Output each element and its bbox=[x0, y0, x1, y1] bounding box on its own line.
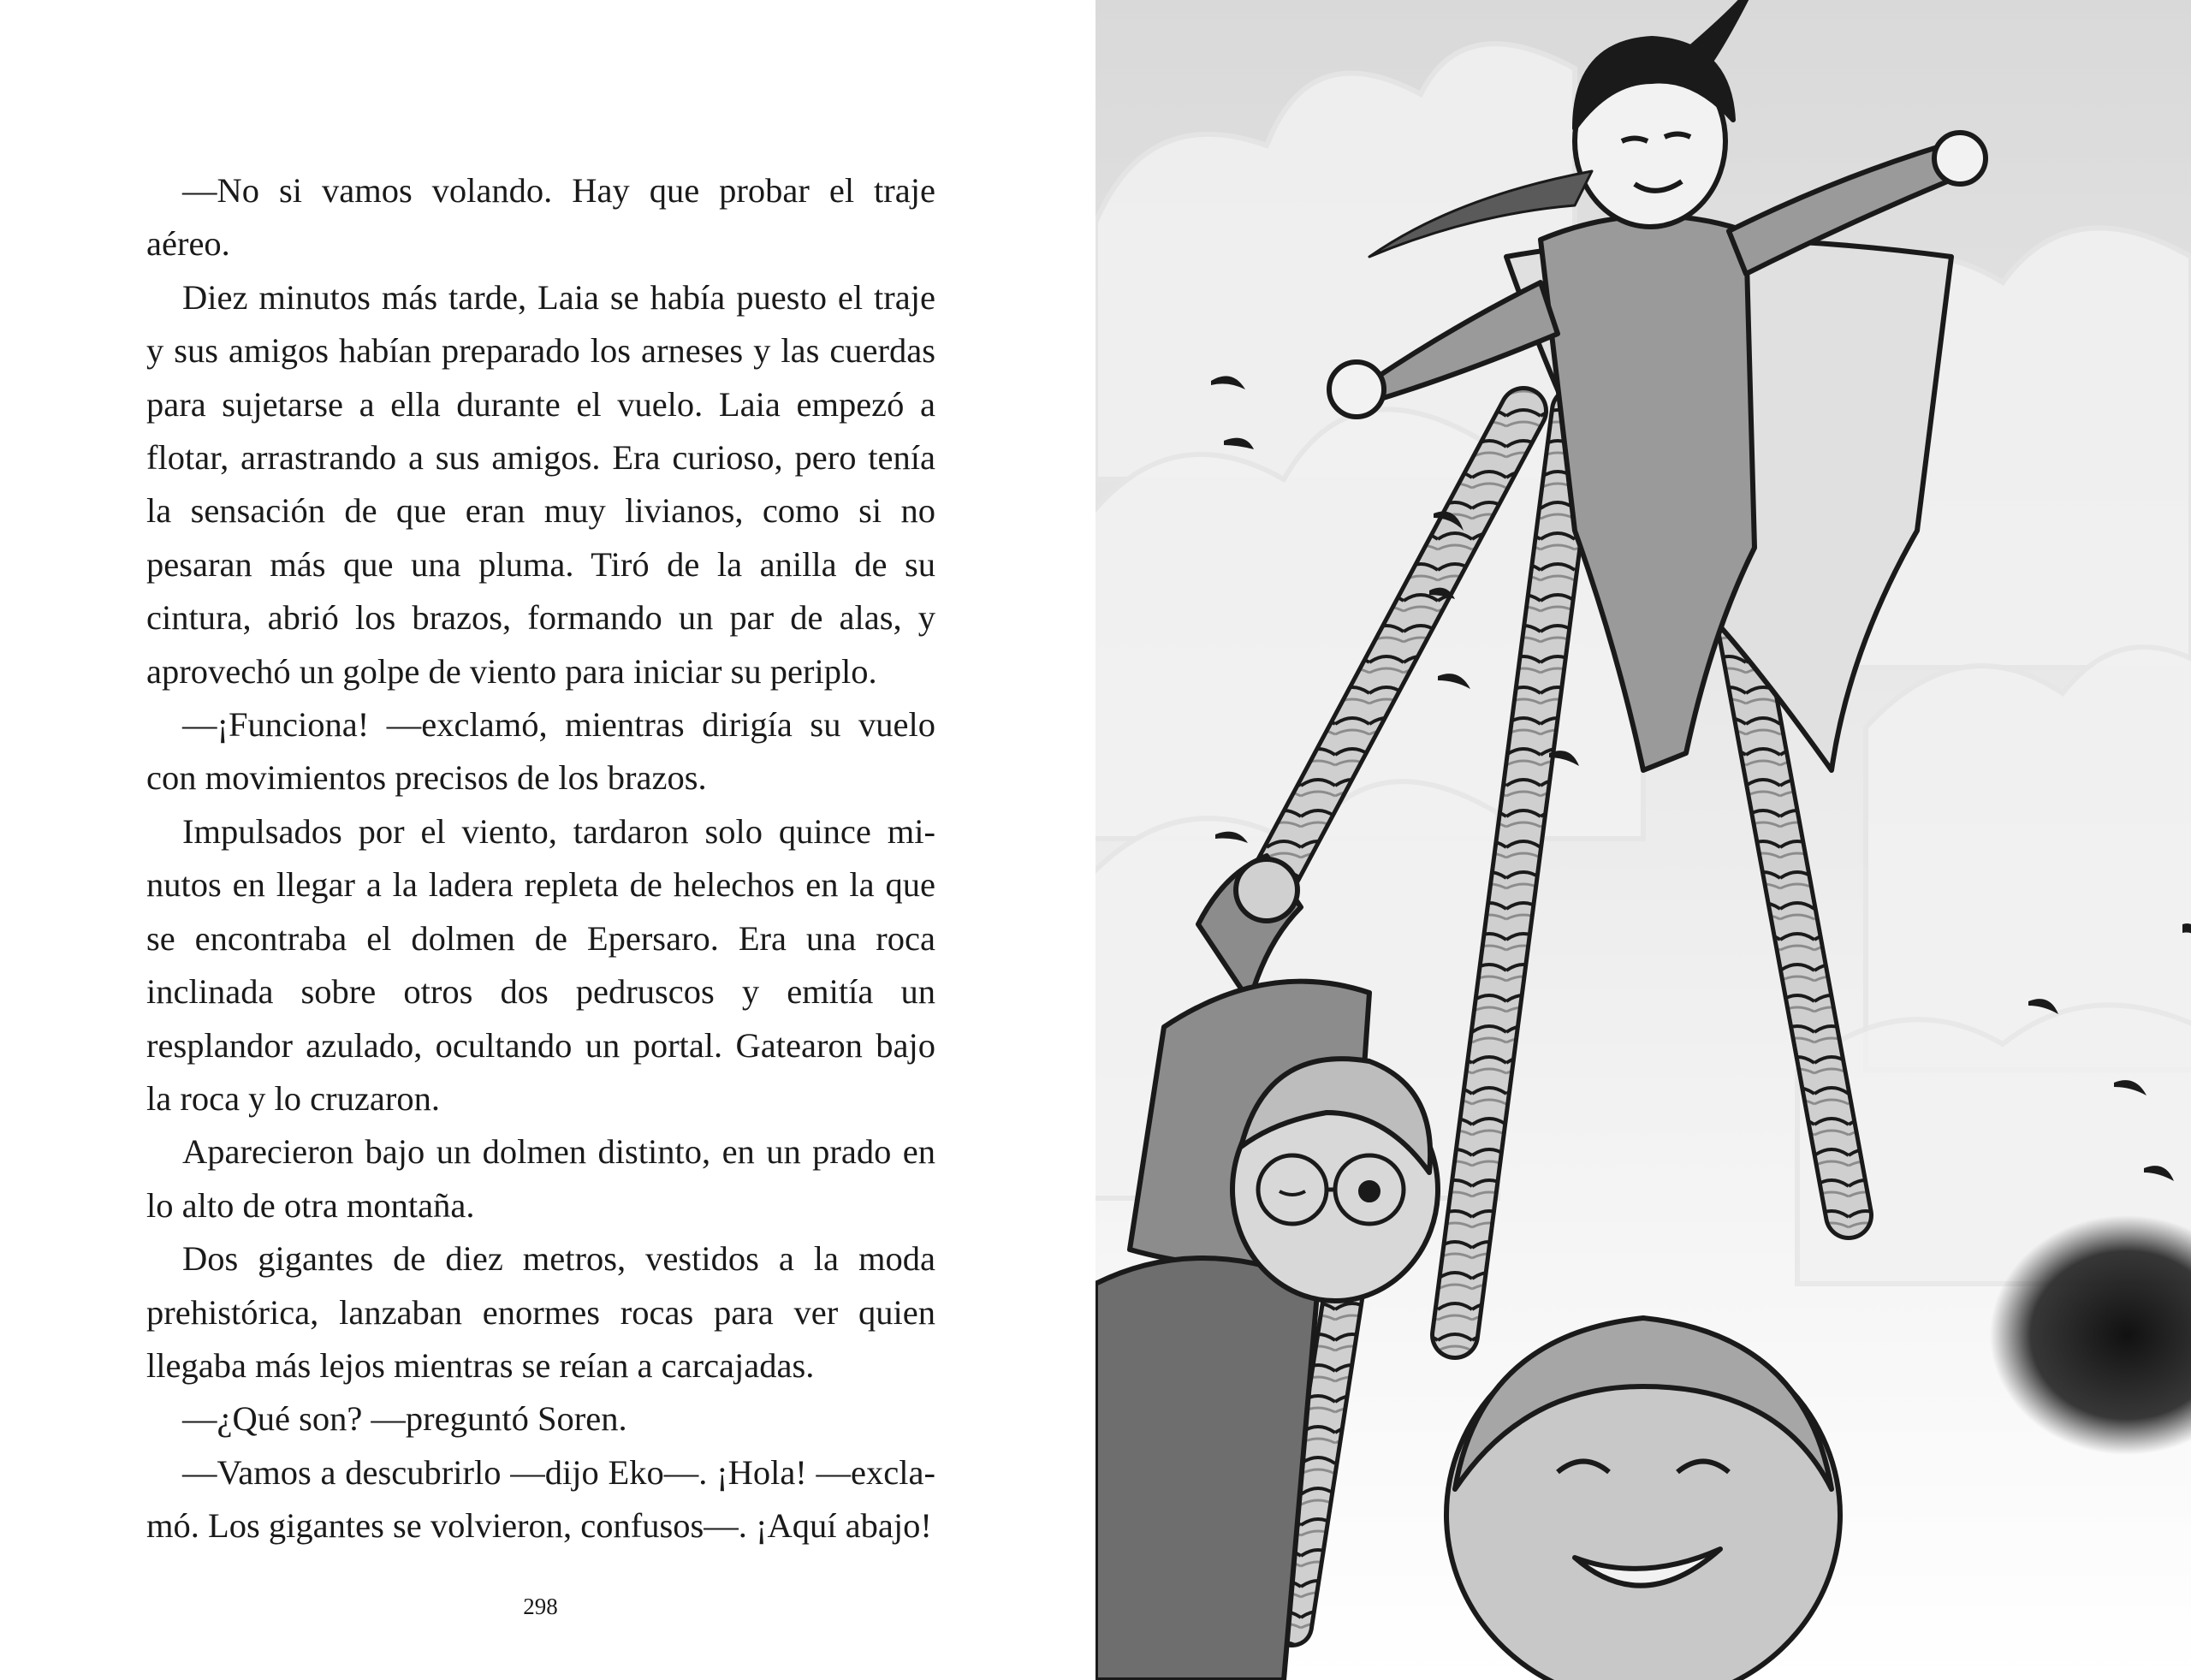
flying-children-illustration bbox=[1096, 0, 2191, 1680]
paragraph: Dos gigantes de diez metros, vestidos a la moda prehistórica, lanzaban enormes rocas para ver quien llegaba más lejos mientras se reían a carcajadas. bbox=[146, 1239, 935, 1385]
paragraph: —¡Funciona! —exclamó, mientras dirigía su vuelo con movimientos precisos de los brazos. bbox=[146, 705, 935, 798]
paragraph: Diez minutos más tarde, Laia se había puesto el traje y sus amigos habían preparado los arneses y las cuerdas para sujetarse a ella durante el vuelo. Laia empezó a flotar, arrastrando a sus amigos. Era curioso, pero tenía la sensación de que eran muy livianos, como si no pesaran más que una pluma. Tiró de la anilla de su cintura, abrió los brazos, formando un par de alas, y aprovechó un golpe de viento para iniciar su periplo. bbox=[146, 277, 935, 691]
page-number: 298 bbox=[523, 1594, 558, 1619]
paragraph: —No si vamos volando. Hay que probar el traje aéreo. bbox=[146, 171, 935, 264]
paragraph: —¿Qué son? —preguntó Soren. bbox=[182, 1399, 627, 1439]
paragraph: Impulsados por el viento, tardaron solo quince minutos en llegar a la ladera repleta de helechos en la que se encontraba el dolmen de Epersaro. Era una roca inclinada sobre otros dos pedruscos y emitía un resplandor azulado, ocultando un portal. Gatearon bajo la roca y lo cruzaron. bbox=[146, 811, 935, 1118]
paragraph: —Vamos a descubrirlo —dijo Eko—. ¡Hola! —exclamó. Los gigantes se volvieron, confusos—. ¡Aquí abajo! bbox=[146, 1452, 935, 1546]
illustration-page bbox=[1096, 0, 2191, 1680]
paragraph: Aparecieron bajo un dolmen distinto, en un prado en lo alto de otra montaña. bbox=[146, 1132, 935, 1225]
story-text-column bbox=[146, 164, 935, 1553]
